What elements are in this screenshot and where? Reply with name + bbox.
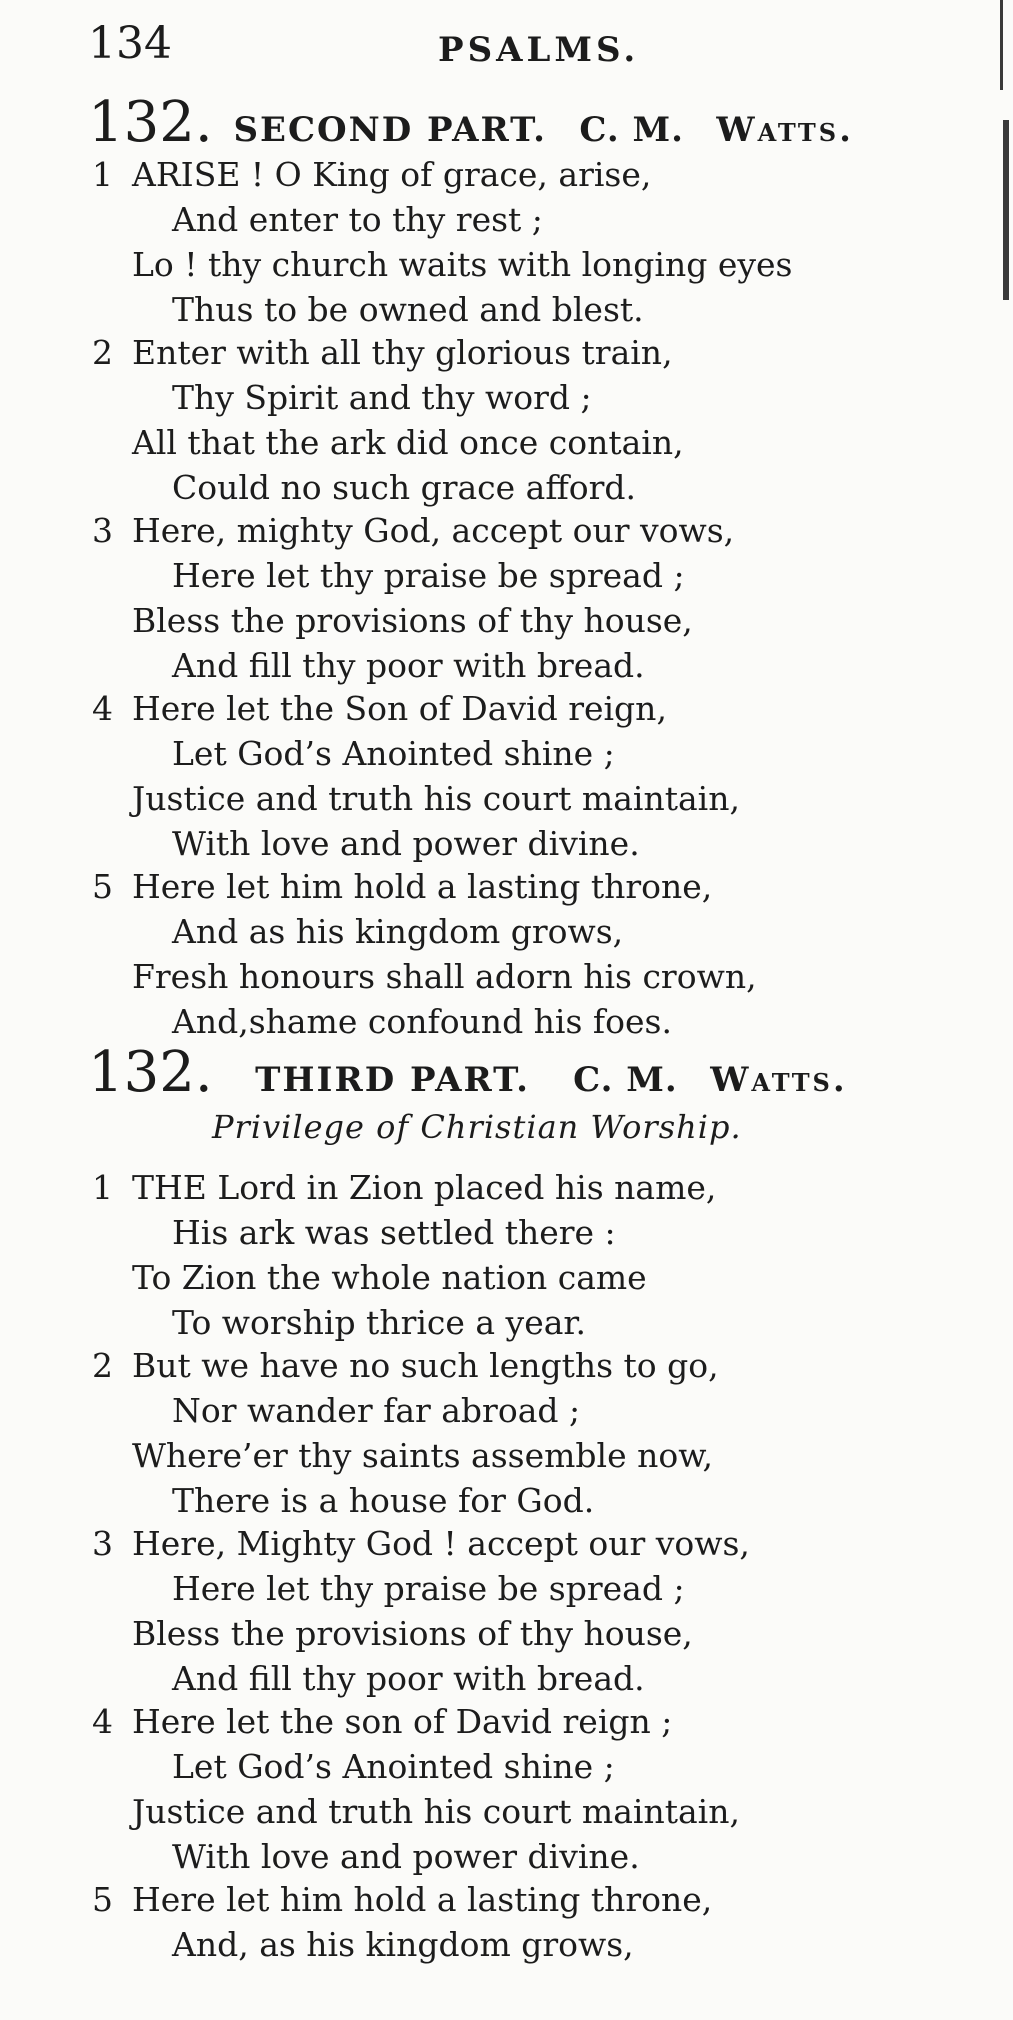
verse-line: Where’er thy saints assemble now,: [132, 1436, 714, 1475]
stanza: [92, 1343, 972, 1523]
verse-line: Fresh honours shall adorn his crown,: [132, 957, 757, 996]
stanza: [92, 1877, 972, 1967]
stanza-number: 2: [92, 333, 113, 372]
verse-line: Here let the son of David reign ;: [132, 1702, 673, 1741]
verse-line: Thy Spirit and thy word ;: [172, 378, 592, 417]
verse-line: Could no such grace afford.: [172, 468, 637, 507]
stanza-number: 2: [92, 1346, 113, 1385]
verse-line: Bless the provisions of thy house,: [132, 601, 693, 640]
verse-line: Justice and truth his court maintain,: [132, 1792, 740, 1831]
verse-line: With love and power divine.: [172, 824, 640, 863]
verse-line: Here let thy praise be spread ;: [172, 556, 685, 595]
hymn-meter: C. M.: [579, 110, 684, 150]
page-edge-mark: [1003, 120, 1009, 300]
running-head: [88, 18, 988, 68]
stanza-number: 1: [92, 1168, 113, 1207]
verse-line: Here let him hold a lasting throne,: [132, 1880, 713, 1919]
verse-line: Here let the Son of David reign,: [132, 689, 667, 728]
verse-line: But we have no such lengths to go,: [132, 1346, 719, 1385]
hymn-author: Watts.: [710, 1060, 848, 1100]
stanza-number: 5: [92, 867, 113, 906]
hymn-subtitle: Privilege of Christian Worship.: [212, 1108, 742, 1146]
verse-line: Here, Mighty God ! accept our vows,: [132, 1524, 750, 1563]
hymn-meter: C. M.: [573, 1060, 678, 1100]
hymn-author: Watts.: [716, 110, 854, 150]
page-edge-mark: [1000, 0, 1003, 90]
verse-line: Here let him hold a lasting throne,: [132, 867, 713, 906]
stanza: [92, 152, 972, 332]
stanza-number: 1: [92, 155, 113, 194]
verse-line: And,shame confound his foes.: [172, 1002, 672, 1041]
stanza-number: 4: [92, 689, 113, 728]
stanza: [92, 686, 972, 866]
verse-line: All that the ark did once contain,: [132, 423, 684, 462]
verse-line: To worship thrice a year.: [172, 1303, 587, 1342]
verse-line: Justice and truth his court maintain,: [132, 779, 740, 818]
verse-line: And as his kingdom grows,: [172, 912, 624, 951]
stanza: [92, 1521, 972, 1701]
hymn-number: 132.: [88, 1040, 213, 1105]
running-title: PSALMS.: [438, 30, 640, 70]
verse-line: Let God’s Anointed shine ;: [172, 1747, 615, 1786]
stanza: [92, 330, 972, 510]
hymn-header-second-part: [88, 90, 854, 155]
verse-line: Here let thy praise be spread ;: [172, 1569, 685, 1608]
verse-line: Thus to be owned and blest.: [172, 290, 644, 329]
stanza: [92, 508, 972, 688]
verse-line: Lo ! thy church waits with longing eyes: [132, 245, 793, 284]
verse-line: And fill thy poor with bread.: [172, 646, 645, 685]
verse-line: His ark was settled there :: [172, 1213, 616, 1252]
stanza: [92, 864, 972, 1044]
stanza-number: 5: [92, 1880, 113, 1919]
hymn-number: 132.: [88, 90, 213, 155]
hymn-part: SECOND PART.: [233, 110, 547, 150]
verse-line: Let God’s Anointed shine ;: [172, 734, 615, 773]
hymn-header-third-part: [88, 1040, 848, 1105]
verse-line: And fill thy poor with bread.: [172, 1659, 645, 1698]
verse-line: And, as his kingdom grows,: [172, 1925, 634, 1964]
page-number: 134: [88, 18, 172, 69]
verse-line: Nor wander far abroad ;: [172, 1391, 581, 1430]
verse-line: Here, mighty God, accept our vows,: [132, 511, 735, 550]
stanza: [92, 1699, 972, 1879]
verse-line: To Zion the whole nation came: [132, 1258, 647, 1297]
verse-line: Enter with all thy glorious train,: [132, 333, 673, 372]
hymn-part: THIRD PART.: [255, 1060, 530, 1100]
stanza-number: 3: [92, 1524, 113, 1563]
verse-line: With love and power divine.: [172, 1837, 640, 1876]
stanza: [92, 1165, 972, 1345]
verse-line: And enter to thy rest ;: [172, 200, 543, 239]
verse-line: Bless the provisions of thy house,: [132, 1614, 693, 1653]
verse-line: THE Lord in Zion placed his name,: [132, 1168, 717, 1207]
verse-line: ARISE ! O King of grace, arise,: [132, 155, 652, 194]
stanza-number: 4: [92, 1702, 113, 1741]
verse-line: There is a house for God.: [172, 1481, 595, 1520]
stanza-number: 3: [92, 511, 113, 550]
